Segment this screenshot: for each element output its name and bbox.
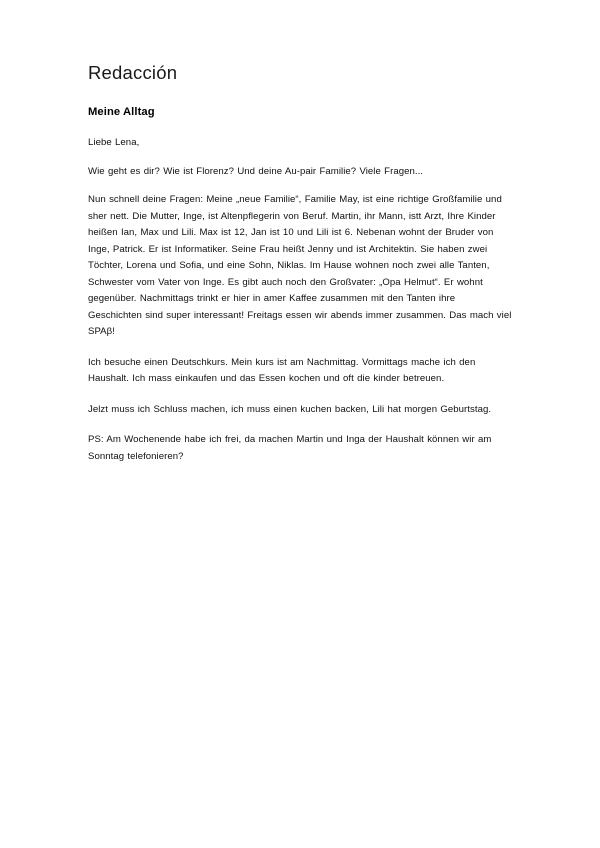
closing-paragraph: Jelzt muss ich Schluss machen, ich muss einen kuchen backen, Lili hat morgen Geburtstag. xyxy=(88,403,492,415)
salutation-paragraph: Liebe Lena, xyxy=(88,137,140,148)
family-description-paragraph: Nun schnell deine Fragen: Meine „neue Familie“, Familie May, ist eine richtige Großfamilie und sher nett. Die Mutter, Inge, ist Altenpflegerin von Beruf. Martin, ihr Mann, istt Arzt, Ihre Kinder heißen Ian, Max und Lili. Max ist 12, Jan ist 10 und Lili ist 6. Nebenan wohnt der Bruder von Inge, Patrick. Er ist Informatiker. Seine Frau heißt Jenny und ist Architektin. Sie haben zwei Töchter, Lorena und Sofia, und eine Sohn, Niklas. Im Hause wohnen noch zwei alle Tanten, Schwester vom Vater von Inge. Es gibt auch noch den Großvater: „Opa Helmut“. Er wohnt gegenüber. Nachmittags trinkt er hier in amer Kaffee zusammen mit den Tanten ihre Geschichten sind super interessant! Freitags essen wir abends immer zusammen. Das mach viel SPAβ! xyxy=(88,194,512,337)
page-title: Redacción xyxy=(88,62,178,83)
postscript-paragraph: PS: Am Wochenende habe ich frei, da machen Martin und Inga der Haushalt können wir am Sonntag telefonieren? xyxy=(88,434,492,462)
daily-routine-paragraph: Ich besuche einen Deutschkurs. Mein kurs ist am Nachmittag. Vormittags mache ich den Haushalt. Ich mass einkaufen und das Essen kochen und oft die kinder betreuen. xyxy=(88,356,476,384)
document-subtitle: Meine Alltag xyxy=(88,106,155,118)
intro-questions-paragraph: Wie geht es dir? Wie ist Florenz? Und deine Au-pair Familie? Viele Fragen... xyxy=(88,165,424,177)
